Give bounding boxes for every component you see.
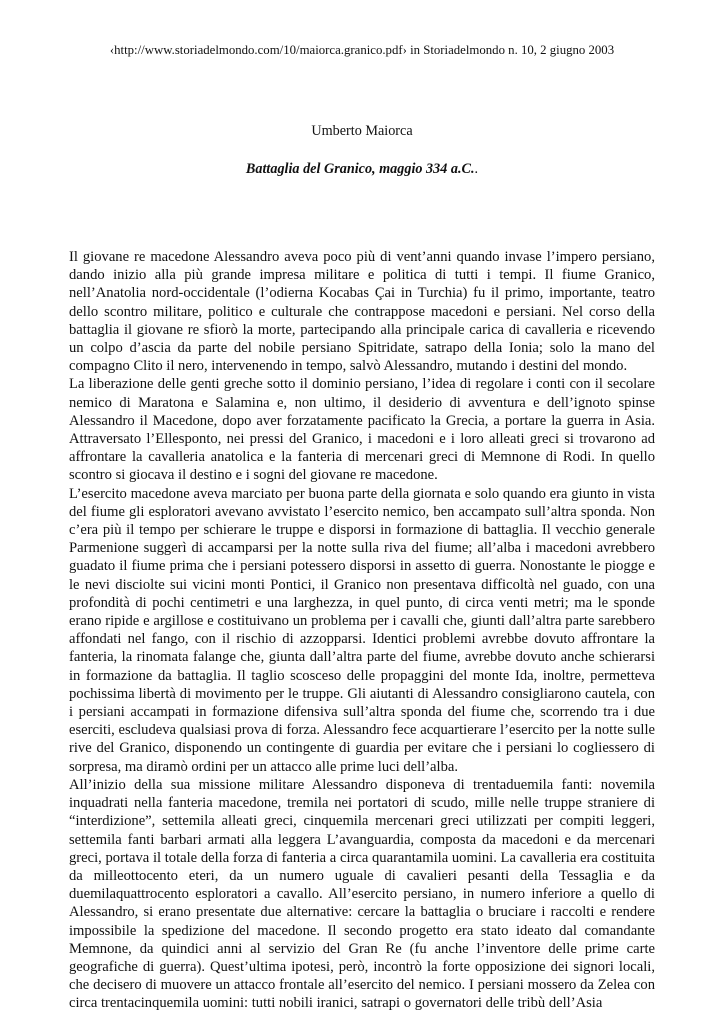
article-title <box>0 160 724 178</box>
paragraph-2: La liberazione delle genti greche sotto il dominio persiano, l’idea di regolare i conti con il secolare nemico di Maratona e Salamina e, non ultimo, il desiderio di avventura e dell’ignoto spinse Alessandro il Macedone, dopo aver forzatamente pacificato la Grecia, a portare la guerra in Asia. Attraversato l’Ellesponto, nei pressi del Granico, i macedoni e i loro alleati greci si trovarono ad affrontare la cavalleria anatolica e la fanteria di mercenari greci di Memnone di Rodi. In quello scontro si giocava il destino e i sogni del giovane re macedone. <box>69 376 655 484</box>
article-title-text: Battaglia del Granico, maggio 334 a.C. <box>245 161 475 177</box>
source-header: ‹http://www.storiadelmondo.com/10/maiorca.granico.pdf› in Storiadelmondo n. 10, 2 giugno 2003 <box>109 43 615 57</box>
author-name: Umberto Maiorca <box>311 123 413 139</box>
paragraph-3: L’esercito macedone aveva marciato per buona parte della giornata e solo quando era giunto in vista del fiume gli esploratori avevano avvistato l’esercito nemico, ben accampato sull’altra sponda. Non c’era più il tempo per schierare le truppe e disporsi in formazione di battaglia. Il vecchio generale Parmenione suggerì di accamparsi per la notte sulla riva del fiume; all’alba i macedoni avrebbero guadato il fiume prima che i persiani potessero disporsi in assetto di guerra. Nonostante le piogge e le nevi disciolte sui vicini monti Pontici, il Granico non presentava difficoltà nel guado, con una profondità di pochi centimetri e una larghezza, in quel punto, di circa venti metri; ma le sponde erano ripide e argillose e costituivano un problema per i cavalli che, giunti dall’altra parte sarebbero affondati nel fango, con il rischio di azzopparsi. Identici problemi avrebbe dovuto affrontare la fanteria, la rinomata falange che, giunta dall’altra parte del fiume, avrebbe dovuto anche schierarsi in formazione da battaglia. Il taglio scosceso delle propaggini del monte Ida, inoltre, permetteva pochissima libertà di movimento per le truppe. Gli aiutanti di Alessandro consigliarono cautela, con i persiani accampati in formazione difensiva sull’altra sponda del fiume che, scorrendo tra i due eserciti, escludeva qualsiasi prova di forza. Alessandro fece acquartierare l’esercito per la notte sulle rive del Granico, disponendo un contingente di guardia per evitare che i persiani lo cogliessero di sorpresa, ma diramò ordini per un attacco alle prime luci dell’alba. <box>69 485 655 775</box>
article-body <box>69 248 655 1013</box>
article-title-suffix: . <box>474 161 479 177</box>
paragraph-1: Il giovane re macedone Alessandro aveva poco più di vent’anni quando invase l’impero persiano, dando inizio alla più grande impresa militare e politica di tutti i tempi. Il fiume Granico, nell’Anatolia nord-occidentale (l’odierna Kocabas Çai in Turchia) fu il primo, importante, teatro dello scontro militare, politico e culturale che contrappose macedoni e persiani. Nel corso della battaglia il giovane re sfiorò la morte, partecipando alla principale carica di cavalleria e ricevendo un colpo d’ascia da parte del nobile persiano Spitridate, satrapo della Ionia; solo la mano del compagno Clito il nero, intervenendo in tempo, salvò Alessandro, mutando i destini del mondo. <box>69 249 655 375</box>
paragraph-4: All’inizio della sua missione militare Alessandro disponeva di trentaduemila fanti: novemila inquadrati nella fanteria macedone, tremila nei portatori di scudo, mille nelle truppe straniere di “interdizione”, settemila alleati greci, cinquemila mercenari greci utilizzati per compiti leggeri, settemila fanti barbari armati alla leggera L’avanguardia, composta da macedoni e da mercenari greci, portava il totale della forza di fanteria a circa quarantamila uomini. La cavalleria era costituita da milleottocento eteri, da un numero uguale di cavalieri pesanti della Tessaglia e da duemilaquattrocento esploratori a cavallo. All’esercito persiano, in numero inferiore a quello di Alessandro, si erano presentate due alternative: cercare la battaglia o bruciare i raccolti e rendere impossibile la spedizione del macedone. Il secondo progetto era stato ideato dal comandante Memnone, da quindici anni al servizio del Gran Re (fu anche l’inventore delle prime carte geografiche di guerra). Quest’ultima ipotesi, però, incontrò la forte opposizione dei signori locali, che decisero di muovere un attacco frontale all’esercito del nemico. I persiani mossero da Zelea con circa trentacinquemila uomini: tutti nobili iranici, satrapi o governatori delle tribù dell’Asia <box>69 776 655 1012</box>
